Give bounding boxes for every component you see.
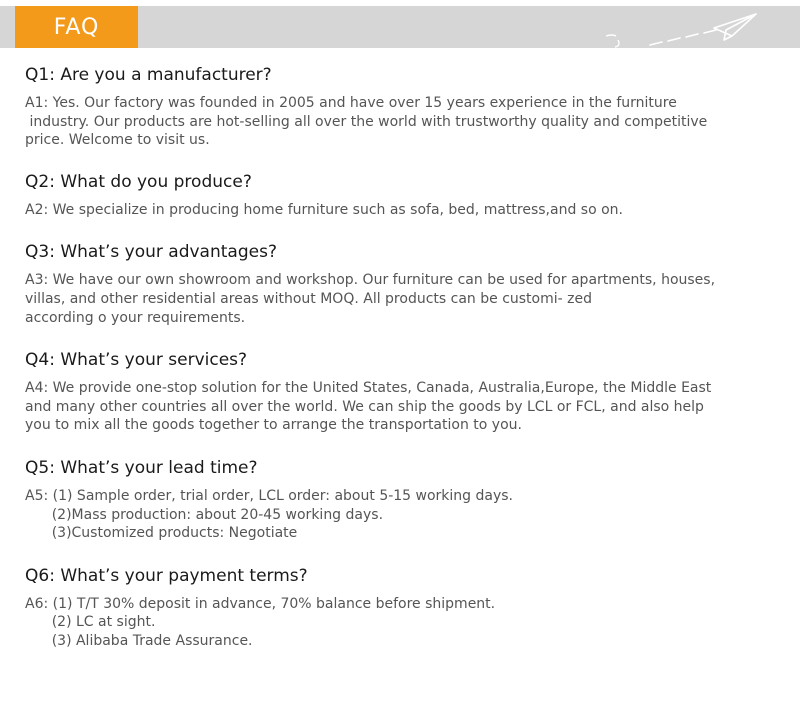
faq-item [25,241,785,327]
faq-question: Q4: What’s your services? [25,350,248,371]
faq-question: Q3: What’s your advantages? [25,242,277,263]
faq-question: Q2: What do you produce? [25,171,252,192]
faq-answer: A4: We provide one-stop solution for the United States, Canada, Australia,Europe, the Middle East and many other countries all over the world. We can ship the goods by LCL or FCL, and also help you to mix all the goods together to arrange the transportation to you. [25,380,712,434]
faq-answer: A2: We specialize in producing home furniture such as sofa, bed, mattress,and so on. [25,201,623,218]
faq-item [25,64,785,150]
paper-plane-icon [598,10,768,50]
faq-header-bar [0,6,800,48]
faq-title: FAQ [53,14,100,40]
faq-question: Q5: What’s your lead time? [25,457,258,478]
faq-answer: A6: (1) T/T 30% deposit in advance, 70% balance before shipment. (2) LC at sight. (3) Alibaba Trade Assurance. [25,595,496,649]
faq-answer: A1: Yes. Our factory was founded in 2005 and have over 15 years experience in the furniture industry. Our products are hot-selling all over the world with trustworthy quality and competitive price. Welcome to visit us. [25,95,708,149]
faq-list [25,64,785,673]
faq-item [25,349,785,435]
faq-item [25,565,785,651]
faq-answer: A3: We have our own showroom and workshop. Our furniture can be used for apartments, houses, villas, and other residential areas without MOQ. All products can be customi- zed according o your requirements. [25,272,716,326]
faq-item [25,171,785,220]
faq-item [25,457,785,543]
faq-answer: A5: (1) Sample order, trial order, LCL order: about 5-15 working days. (2)Mass production: about 20-45 working days. (3)Customized products: Negotiate [25,487,514,542]
faq-question: Q1: Are you a manufacturer? [25,65,272,85]
faq-question: Q6: What’s your payment terms? [25,565,308,586]
faq-title-tab [15,6,138,48]
